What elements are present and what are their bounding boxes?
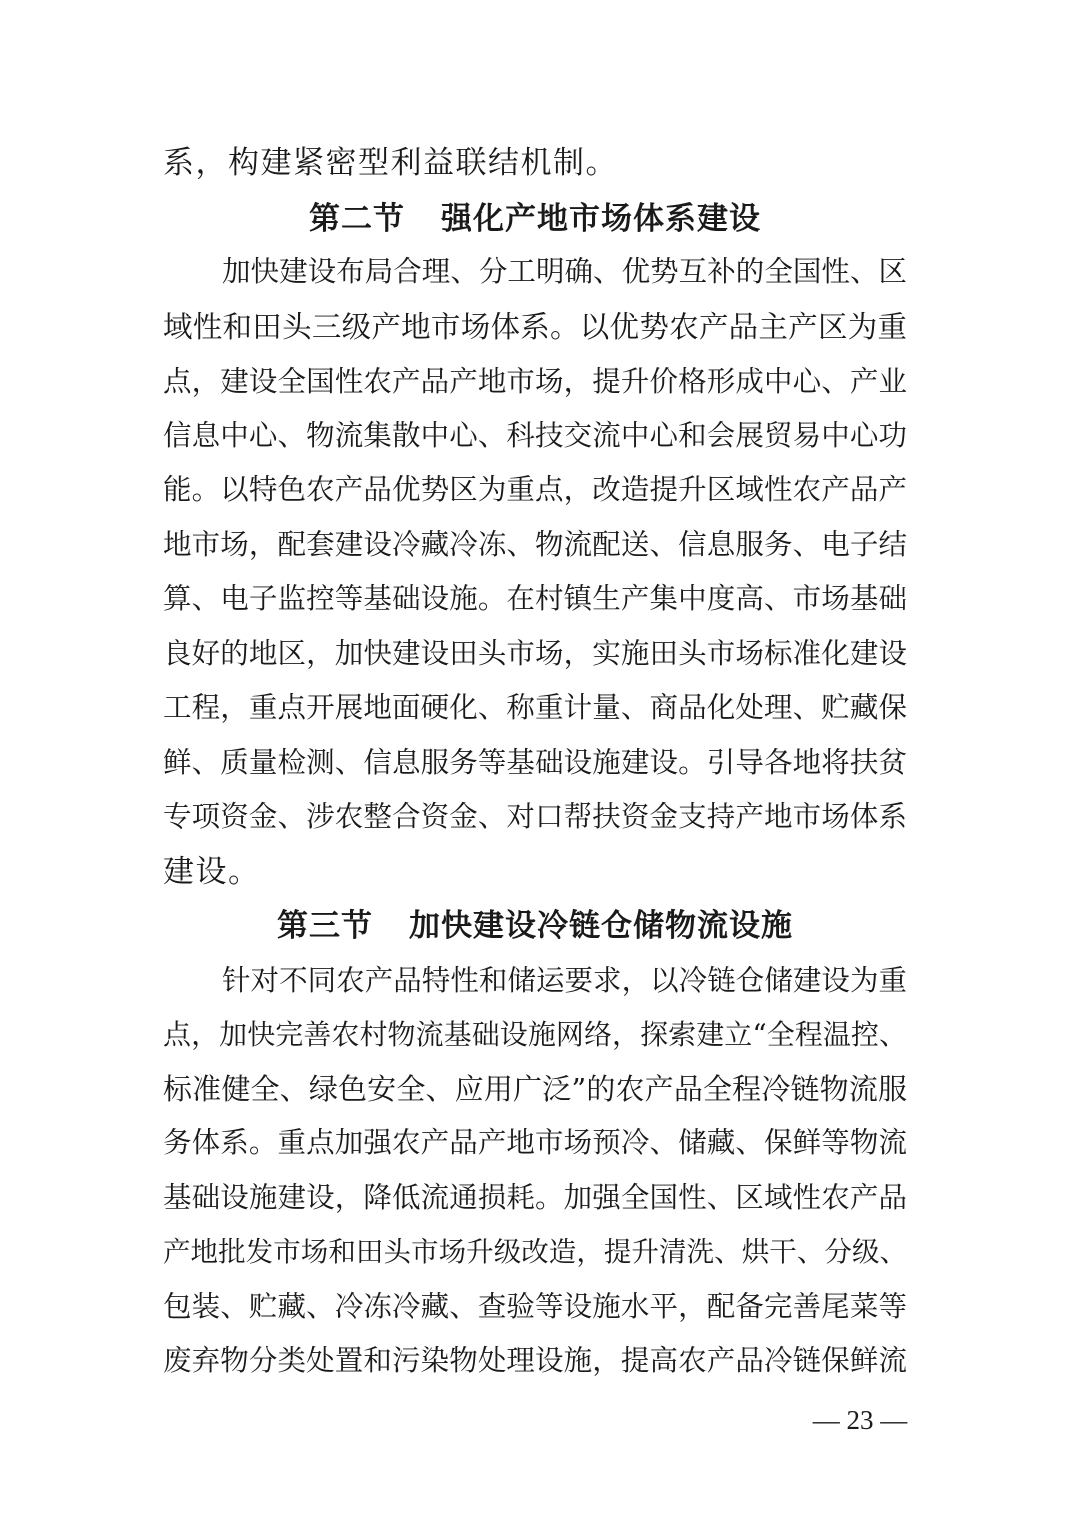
paragraph-line: 基础设施建设，降低流通损耗。加强全国性、区域性农产品: [163, 1181, 907, 1214]
paragraph-line: 能。以特色农产品优势区为重点，改造提升区域性农产品产: [163, 473, 907, 506]
paragraph-line: 包装、贮藏、冷冻冷藏、查验等设施水平，配备完善尾菜等: [163, 1290, 907, 1323]
paragraph-line: 标准健全、绿色安全、应用广泛”的农产品全程冷链物流服: [163, 1072, 907, 1106]
section-heading: [163, 899, 907, 953]
paragraph-line: 算、电子监控等基础设施。在村镇生产集中度高、市场基础: [163, 582, 907, 615]
paragraph-line: 地市场，配套建设冷藏冷冻、物流配送、信息服务、电子结: [163, 528, 907, 561]
paragraph-line: 建设。: [163, 854, 261, 890]
paragraph-line: 系，构建紧密型利益联结机制。: [163, 145, 618, 181]
section-title: 加快建设冷链仓储物流设施: [409, 908, 793, 944]
paragraph-line: 点，加快完善农村物流基础设施网络，探索建立“全程温控、: [163, 1018, 907, 1051]
paragraph-line: 产地批发市场和田头市场升级改造，提升清洗、烘干、分级、: [163, 1236, 907, 1268]
paragraph-line: 域性和田头三级产地市场体系。以优势农产品主产区为重: [163, 310, 907, 344]
paragraph-line: 废弃物分类处置和污染物处理设施，提高农产品冷链保鲜流: [163, 1344, 907, 1377]
paragraph-line: 专项资金、涉农整合资金、对口帮扶资金支持产地市场体系: [163, 800, 907, 833]
section-title: 强化产地市场体系建设: [441, 201, 761, 237]
paragraph-line: 工程，重点开展地面硬化、称重计量、商品化处理、贮藏保: [163, 691, 907, 724]
page-number: — 23 —: [812, 1405, 908, 1435]
section-number: 第二节: [309, 201, 405, 237]
paragraph-line: 良好的地区，加快建设田头市场，实施田头市场标准化建设: [163, 637, 907, 670]
paragraph-line: 务体系。重点加强农产品产地市场预冷、储藏、保鲜等物流: [163, 1126, 907, 1159]
section-number: 第三节: [277, 908, 373, 944]
paragraph-line: 点，建设全国性农产品产地市场，提升价格形成中心、产业: [163, 365, 907, 398]
paragraph-line: 信息中心、物流集散中心、科技交流中心和会展贸易中心功: [163, 419, 907, 452]
paragraph-line: 加快建设布局合理、分工明确、优势互补的全国性、区: [222, 255, 907, 288]
paragraph-line: 鲜、质量检测、信息服务等基础设施建设。引导各地将扶贫: [163, 746, 907, 779]
paragraph-line: 针对不同农产品特性和储运要求，以冷链仓储建设为重: [222, 964, 907, 997]
section-heading: [163, 192, 907, 246]
